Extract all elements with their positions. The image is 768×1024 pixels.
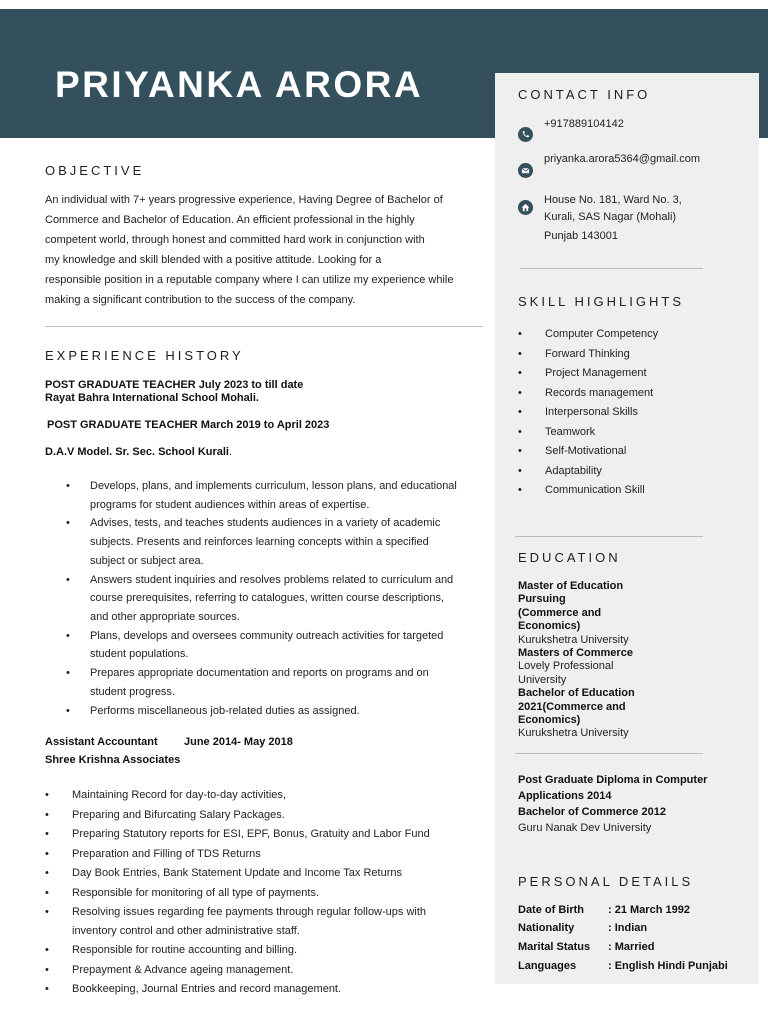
degree: Master of Education xyxy=(518,580,624,592)
list-item-text: Self-Motivational xyxy=(545,445,627,457)
list-item xyxy=(45,941,485,960)
list-item-text: Preparing Statutory reports for ESI, EPF, Bonus, Gratuity and Labor Fund xyxy=(72,828,430,840)
bullet-icon: • xyxy=(518,367,522,379)
divider xyxy=(515,753,703,754)
list-item xyxy=(45,980,485,999)
row-value: : English Hindi Punjabi xyxy=(608,960,728,972)
bullet-icon: • xyxy=(518,406,522,418)
job-employer: Shree Krishna Associates xyxy=(45,754,181,766)
list-item-text: Records management xyxy=(545,386,654,399)
degree: Applications 2014 xyxy=(518,790,612,802)
degree-specialisation: Economics) xyxy=(518,620,581,633)
list-item-text: Performs miscellaneous job-related duties as assigned. xyxy=(90,704,360,717)
list-item xyxy=(45,664,485,701)
row-value: : Married xyxy=(608,941,655,953)
list-item-text: Interpersonal Skills xyxy=(545,406,638,418)
bullet-icon: • xyxy=(518,464,522,477)
objective-line: responsible position in a reputable company where I can utilize my experience while xyxy=(45,274,454,286)
list-item xyxy=(518,423,738,443)
list-item-text: Resolving issues regarding fee payments through regular follow-ups with xyxy=(72,906,427,918)
list-item xyxy=(45,864,485,883)
degree: Bachelor of Commerce 2012 xyxy=(518,806,666,818)
divider xyxy=(515,536,703,537)
contact-phone: +917889104142 xyxy=(544,118,624,130)
bullet-icon: • xyxy=(518,386,522,399)
divider xyxy=(520,268,703,269)
education-list-2 xyxy=(518,772,748,836)
university: University xyxy=(518,673,567,686)
list-item-text: Day Book Entries, Bank Statement Update and Income Tax Returns xyxy=(72,867,402,879)
list-item-text: Communication Skill xyxy=(545,484,645,496)
job-title: POST GRADUATE TEACHER July 2023 to till date xyxy=(45,379,304,391)
address-line: Kurali, SAS Nagar (Mohali) xyxy=(544,211,677,223)
bullet-icon: • xyxy=(518,445,522,457)
job-dates: June 2014- May 2018 xyxy=(184,736,293,748)
education-list xyxy=(518,580,698,741)
degree: Post Graduate Diploma in Computer xyxy=(518,774,708,786)
list-item-text: Responsible for monitoring of all type of payments. xyxy=(72,886,320,899)
list-item xyxy=(518,403,738,423)
list-item xyxy=(45,786,485,805)
list-item xyxy=(518,345,738,365)
list-item xyxy=(45,571,485,627)
list-item-text: Bookkeeping, Journal Entries and record management. xyxy=(72,983,342,995)
list-item-text: Answers student inquiries and resolves problems related to curriculum and xyxy=(90,573,454,586)
objective-heading: OBJECTIVE xyxy=(45,163,145,178)
bullet-icon: • xyxy=(66,629,70,642)
bullet-icon: • xyxy=(66,573,70,586)
list-item-text: student progress. xyxy=(90,685,175,698)
skills-list xyxy=(518,325,738,501)
phone-icon xyxy=(518,127,533,142)
personal-heading: PERSONAL DETAILS xyxy=(518,874,694,889)
bullet-icon: • xyxy=(66,667,70,680)
list-item-text: inventory control and other administrative staff. xyxy=(72,924,300,937)
list-item xyxy=(518,462,738,482)
list-item-text: Prepayment & Advance ageing management. xyxy=(72,963,294,976)
list-item-text: Develops, plans, and implements curriculum, lesson plans, and educational xyxy=(90,480,457,492)
objective-line: An individual with 7+ years progressive experience, Having Degree of Bachelor of xyxy=(45,194,443,206)
job-employer: D.A.V Model. Sr. Sec. School Kurali. xyxy=(45,446,233,458)
list-item-text: Maintaining Record for day-to-day activities, xyxy=(72,789,286,801)
list-item xyxy=(518,364,738,384)
job-title: Assistant Accountant xyxy=(45,736,158,748)
university: Guru Nanak Dev University xyxy=(518,822,652,834)
list-item-text: Forward Thinking xyxy=(545,347,630,360)
contact-heading: CONTACT INFO xyxy=(518,87,651,102)
list-item xyxy=(518,481,738,501)
list-item xyxy=(45,845,485,864)
list-item-text: subjects. Presents and reinforces learning concepts within a specified xyxy=(90,536,429,549)
list-item-text: programs for student audiences within areas of expertise. xyxy=(90,498,370,511)
bullet-icon: • xyxy=(66,480,70,492)
list-item-text: Teamwork xyxy=(545,425,596,438)
education-heading: EDUCATION xyxy=(518,550,621,565)
contact-email: priyanka.arora5364@gmail.com xyxy=(544,153,701,165)
degree-specialisation: Economics) xyxy=(518,714,581,727)
list-item-text: Project Management xyxy=(545,367,647,379)
row-label: Nationality xyxy=(518,922,575,934)
list-item-text: Preparing and Bifurcating Salary Packages. xyxy=(72,808,285,821)
candidate-name: PRIYANKA ARORA xyxy=(55,64,424,105)
bullet-icon: • xyxy=(66,704,70,717)
bullet-icon: • xyxy=(45,944,49,956)
university: Lovely Professional xyxy=(518,660,614,673)
list-item xyxy=(45,702,485,721)
row-label: Date of Birth xyxy=(518,904,584,916)
list-item xyxy=(518,384,738,404)
bullet-icon: • xyxy=(45,906,49,918)
row-value: : 21 March 1992 xyxy=(608,904,690,916)
bullet-icon: • xyxy=(45,867,49,879)
list-item xyxy=(45,514,485,570)
list-item xyxy=(45,477,485,514)
list-item xyxy=(45,903,485,940)
home-icon xyxy=(518,200,533,215)
objective-line: competent world, through honest and committed hard work in conjunction with xyxy=(45,234,425,246)
list-item xyxy=(45,806,485,825)
degree: Bachelor of Education xyxy=(518,687,635,700)
list-item xyxy=(45,961,485,980)
email-icon xyxy=(518,163,533,178)
bullet-icon: • xyxy=(45,963,49,976)
bullet-icon: • xyxy=(518,328,522,340)
skills-heading: SKILL HIGHLIGHTS xyxy=(518,294,684,309)
bullet-icon: • xyxy=(66,517,70,530)
bullet-icon: • xyxy=(45,828,49,840)
bullet-icon: • xyxy=(45,808,49,821)
bullet-icon: • xyxy=(518,347,522,360)
job-employer: Rayat Bahra International School Mohali. xyxy=(45,392,259,404)
list-item-text: Prepares appropriate documentation and reports on programs and on xyxy=(90,667,429,680)
list-item-text: subject or subject area. xyxy=(90,554,204,567)
list-item-text: Advises, tests, and teaches students audiences in a variety of academic xyxy=(90,517,441,530)
teacher-duties-list xyxy=(45,477,485,721)
university: Kurukshetra University xyxy=(518,727,629,740)
row-label: Languages xyxy=(518,960,577,972)
list-item-text: Plans, develops and oversees community outreach activities for targeted xyxy=(90,629,444,642)
accountant-duties-list xyxy=(45,786,485,1000)
list-item-text: course prerequisites, referring to catalogues, written course descriptions, xyxy=(90,592,445,605)
list-item-text: Preparation and Filling of TDS Returns xyxy=(72,847,261,860)
bullet-icon: • xyxy=(45,789,49,801)
degree-specialisation: (Commerce and xyxy=(518,606,602,619)
degree-status: Pursuing xyxy=(518,593,566,606)
list-item-text: student populations. xyxy=(90,648,189,661)
list-item xyxy=(518,325,738,345)
list-item-text: and other appropriate sources. xyxy=(90,610,240,623)
list-item xyxy=(45,825,485,844)
list-item-text: Computer Competency xyxy=(545,328,659,340)
job-title: POST GRADUATE TEACHER March 2019 to April 2023 xyxy=(47,419,330,431)
experience-heading: EXPERIENCE HISTORY xyxy=(45,348,244,363)
row-label: Marital Status xyxy=(518,941,591,953)
row-value: : Indian xyxy=(608,922,648,934)
objective-line: Commerce and Bachelor of Education. An efficient professional in the highly xyxy=(45,214,415,226)
bullet-icon: • xyxy=(518,425,522,438)
list-item xyxy=(45,884,485,903)
objective-line: my knowledge and skill blended with a positive attitude. Looking for a xyxy=(45,254,382,266)
university: Kurukshetra University xyxy=(518,633,629,646)
bullet-icon: • xyxy=(45,847,49,860)
bullet-icon: • xyxy=(518,484,522,496)
objective-line: making a significant contribution to the success of the company. xyxy=(45,294,356,306)
list-item xyxy=(518,442,738,462)
degree: Masters of Commerce xyxy=(518,647,633,660)
bullet-icon: • xyxy=(45,983,49,995)
list-item xyxy=(45,627,485,664)
bullet-icon: • xyxy=(45,886,49,899)
list-item-text: Responsible for routine accounting and billing. xyxy=(72,944,298,956)
list-item-text: Adaptability xyxy=(545,464,602,477)
divider xyxy=(45,326,483,327)
address-line: Punjab 143001 xyxy=(544,230,619,242)
address-line: House No. 181, Ward No. 3, xyxy=(544,194,682,206)
degree-specialisation: 2021(Commerce and xyxy=(518,700,626,713)
